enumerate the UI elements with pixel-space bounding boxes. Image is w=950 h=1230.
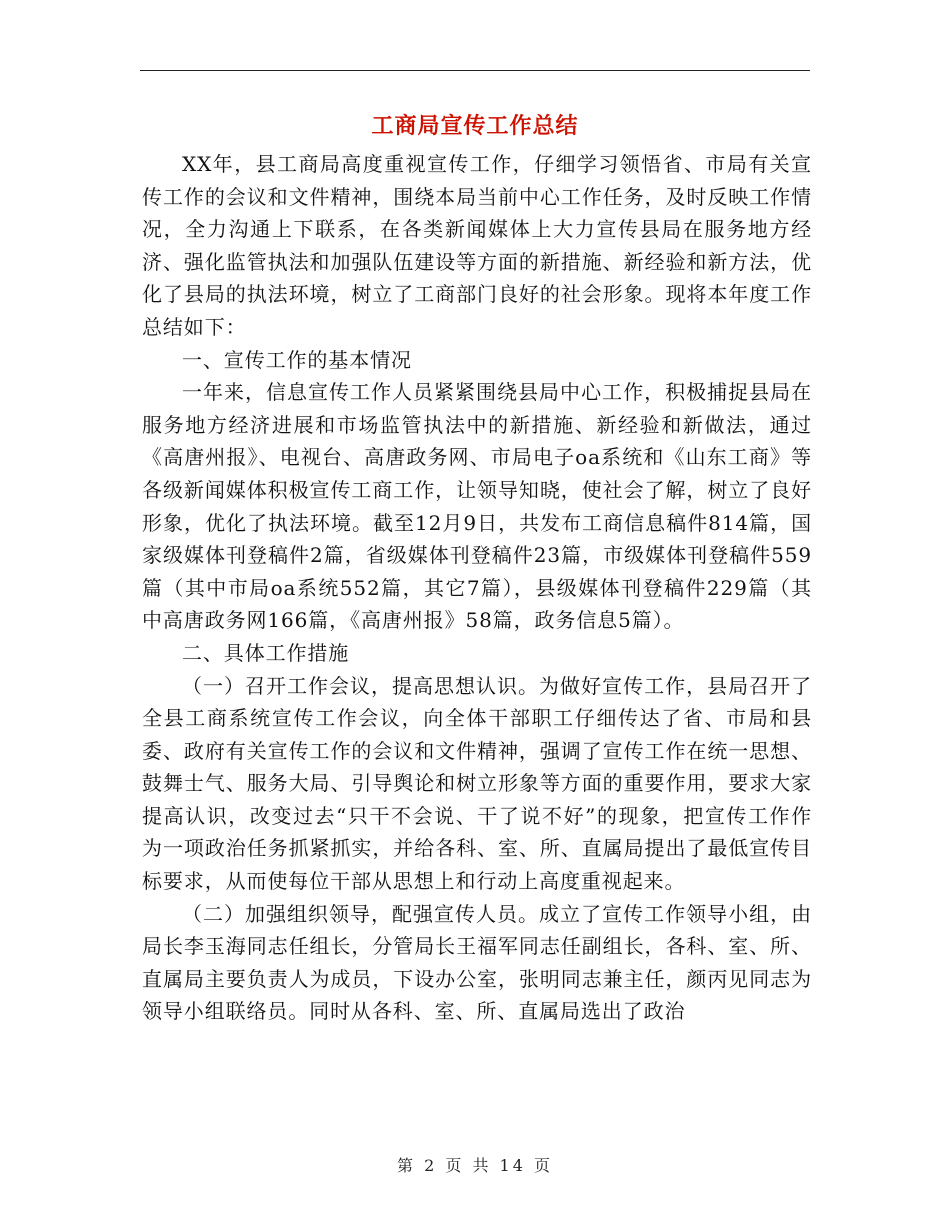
section-heading-measures: 二、具体工作措施: [182, 640, 350, 665]
header-rule: [140, 70, 810, 71]
intro-paragraph: XX年，县工商局高度重视宣传工作，仔细学习领悟省、市局有关宣传工作的会议和文件精神，围绕本局当前中心工作任务，及时反映工作情况，全力沟通上下联系，在各类新闻媒体上大力宣传县局在服务地方经济、强化监管执法和加强队伍建设等方面的新措施、新经验和新方法，优化了县局的执法环境，树立了工商部门良好的社会形象。现将本年度工作总结如下：: [142, 152, 812, 339]
document-title: 工商局宣传工作总结: [371, 113, 579, 139]
document-body: [142, 148, 812, 1028]
measure-1-paragraph: （一）召开工作会议，提高思想认识。为做好宣传工作，县局召开了全县工商系统宣传工作会议，向全体干部职工仔细传达了省、市局和县委、政府有关宣传工作的会议和文件精神，强调了宣传工作在统一思想、鼓舞士气、服务大局、引导舆论和树立形象等方面的重要作用，要求大家提高认识，改变过去“只干不会说、干了说不好”的现象，把宣传工作作为一项政治任务抓紧抓实，并给各科、室、所、直属局提出了最低宣传目标要求，从而使每位干部从思想上和行动上高度重视起来。: [142, 673, 812, 894]
page-number-footer: 第 2 页 共 14 页: [397, 1156, 553, 1175]
basic-situation-paragraph: 一年来，信息宣传工作人员紧紧围绕县局中心工作，积极捕捉县局在服务地方经济进展和市场监管执法中的新措施、新经验和新做法，通过《高唐州报》、电视台、高唐政务网、市局电子oa系统和《山东工商》等各级新闻媒体积极宣传工商工作，让领导知晓，使社会了解，树立了良好形象，优化了执法环境。截至12月9日，共发布工商信息稿件814篇，国家级媒体刊登稿件2篇，省级媒体刊登稿件23篇，市级媒体刊登稿件559篇（其中市局oa系统552篇，其它7篇），县级媒体刊登稿件229篇（其中高唐政务网166篇，《高唐州报》58篇，政务信息5篇）。: [142, 380, 812, 633]
section-heading-basic-situation: 一、宣传工作的基本情况: [182, 347, 412, 372]
measure-2-paragraph: （二）加强组织领导，配强宣传人员。成立了宣传工作领导小组，由局长李玉海同志任组长，分管局长王福军同志任副组长，各科、室、所、直属局主要负责人为成员，下设办公室，张明同志兼主任，颜丙见同志为领导小组联络员。同时从各科、室、所、直属局选出了政治: [142, 901, 812, 1024]
